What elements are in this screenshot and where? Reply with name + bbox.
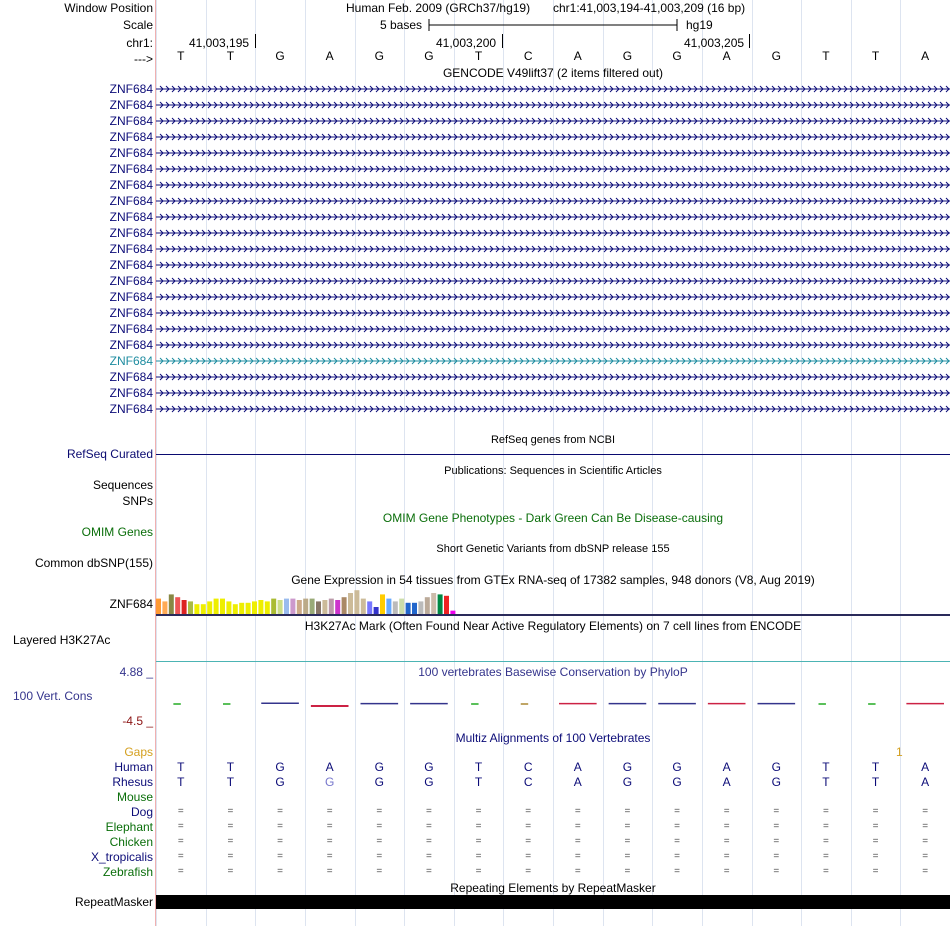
equal-mark: = — [624, 851, 631, 862]
sequence-base: G — [672, 49, 682, 63]
gtex-tissue-bar — [374, 607, 379, 614]
sequence-base: G — [424, 49, 434, 63]
sequence-base: T — [177, 49, 185, 63]
gtex-tissue-bar — [175, 597, 180, 614]
rhesus-base: G — [771, 775, 781, 789]
gtex-tissue-bar — [194, 604, 199, 614]
chrom-label: chr1: — [126, 36, 153, 50]
equal-mark: = — [475, 821, 482, 832]
strand-label: ---> — [134, 52, 153, 66]
gtex-tissue-bar — [316, 601, 321, 614]
gtex-tissue-bar — [278, 600, 283, 614]
equal-mark: = — [574, 866, 581, 877]
conservation-track-title[interactable]: 100 vertebrates Basewise Conservation by PhyloP — [418, 665, 688, 679]
sequence-base: T — [226, 49, 235, 63]
gtex-tissue-bar — [418, 601, 423, 614]
gtex-tissue-bar — [258, 600, 263, 614]
equal-mark: = — [872, 866, 879, 877]
equal-mark: = — [376, 836, 383, 847]
species-dog[interactable]: Dog — [130, 805, 153, 819]
sequence-base: A — [722, 49, 731, 63]
equal-mark: = — [177, 821, 184, 832]
gtex-tissue-bar — [329, 599, 334, 614]
equal-mark: = — [872, 836, 879, 847]
gencode-gene-label[interactable]: ZNF684 — [109, 130, 153, 144]
rhesus-base: G — [275, 775, 285, 789]
species-x-tropicalis[interactable]: X_tropicalis — [90, 850, 153, 864]
sequence-base: T — [871, 49, 880, 63]
gtex-baseline — [156, 614, 950, 616]
gaps-mark: 1 — [896, 745, 903, 759]
gtex-tissue-bar — [156, 599, 161, 614]
gencode-gene-label[interactable]: ZNF684 — [109, 306, 153, 320]
equal-mark: = — [277, 866, 283, 877]
assembly-text: Human Feb. 2009 (GRCh37/hg19) — [346, 1, 531, 15]
coord-tick-1: 41,003,195 — [189, 36, 250, 50]
gtex-tissue-bar — [162, 601, 167, 614]
gtex-tissue-bar — [303, 599, 308, 614]
species-gaps[interactable]: Gaps — [124, 745, 153, 759]
equal-mark: = — [922, 866, 929, 877]
equal-mark: = — [326, 836, 333, 847]
species-equal-row — [156, 865, 950, 879]
rhesus-base: T — [226, 775, 235, 789]
gtex-tissue-bar — [220, 599, 225, 614]
equal-mark: = — [823, 821, 829, 832]
sequence-base: T — [474, 49, 483, 63]
gencode-gene-label[interactable]: ZNF684 — [109, 146, 153, 160]
rhesus-base: G — [374, 775, 384, 789]
gtex-tissue-bar — [425, 597, 430, 614]
gencode-gene-label[interactable]: ZNF684 — [109, 178, 153, 192]
equal-mark: = — [426, 836, 432, 847]
gtex-expression-bars[interactable] — [156, 586, 950, 614]
gencode-gene-label[interactable]: ZNF684 — [109, 370, 153, 384]
human-base: G — [622, 760, 633, 774]
equal-mark: = — [177, 866, 184, 877]
scale-text: 5 bases — [380, 18, 423, 32]
rhesus-base: T — [871, 775, 880, 789]
rhesus-alignment-row — [156, 775, 950, 789]
species-zebrafish[interactable]: Zebrafish — [102, 865, 153, 879]
equal-mark: = — [624, 806, 631, 817]
human-base: T — [177, 760, 185, 774]
rhesus-base: G — [424, 775, 434, 789]
rhesus-base: A — [921, 775, 930, 789]
gtex-tissue-bar — [348, 593, 353, 614]
gtex-tissue-bar — [265, 601, 270, 614]
equal-mark: = — [723, 866, 730, 877]
gtex-tissue-bar — [342, 597, 347, 614]
rhesus-base: T — [822, 775, 830, 789]
rhesus-base: T — [177, 775, 185, 789]
sequence-base: C — [523, 49, 533, 63]
gtex-tissue-bar — [335, 600, 340, 614]
h3k27ac-track-title[interactable]: H3K27Ac Mark (Often Found Near Active Regulatory Elements) on 7 cell lines from ENCODE — [304, 619, 802, 633]
equal-mark: = — [475, 836, 482, 847]
equal-mark: = — [525, 851, 532, 862]
equal-mark: = — [624, 821, 631, 832]
equal-mark: = — [227, 821, 234, 832]
equal-mark: = — [326, 866, 333, 877]
equal-mark: = — [227, 851, 234, 862]
coord-tick-2: 41,003,200 — [436, 36, 497, 50]
rhesus-base: G — [622, 775, 633, 789]
equal-mark: = — [475, 851, 482, 862]
repeatmasker-label[interactable]: RepeatMasker — [74, 895, 153, 909]
equal-mark: = — [525, 806, 532, 817]
equal-mark: = — [823, 866, 829, 877]
rhesus-base: T — [474, 775, 483, 789]
equal-mark: = — [426, 806, 432, 817]
species-human[interactable]: Human — [114, 760, 153, 774]
scale-db: hg19 — [686, 18, 713, 32]
gtex-tissue-bar — [297, 600, 302, 614]
human-base: G — [374, 760, 384, 774]
gencode-gene-label[interactable]: ZNF684 — [109, 338, 153, 352]
gtex-tissue-bar — [201, 604, 206, 614]
human-alignment-row — [156, 760, 950, 774]
equal-mark: = — [326, 806, 333, 817]
equal-mark: = — [723, 806, 730, 817]
gencode-gene-label[interactable]: ZNF684 — [109, 194, 153, 208]
gtex-tissue-bar — [246, 603, 251, 614]
gtex-tissue-bar — [226, 601, 231, 614]
gencode-gene-label[interactable]: ZNF684 — [109, 242, 153, 256]
rhesus-base: G — [325, 775, 335, 789]
gencode-gene-label[interactable]: ZNF684 — [109, 114, 153, 128]
gencode-track-title[interactable]: GENCODE V49lift37 (2 items filtered out) — [442, 66, 664, 80]
rhesus-base: G — [672, 775, 682, 789]
equal-mark: = — [823, 851, 829, 862]
gencode-gene-label[interactable]: ZNF684 — [109, 162, 153, 176]
species-equal-row — [156, 805, 950, 819]
h3k27ac-label[interactable]: Layered H3K27Ac — [13, 633, 111, 647]
human-base: A — [325, 760, 334, 774]
gtex-tissue-bar — [380, 594, 385, 614]
gtex-tissue-bar — [214, 599, 219, 614]
equal-mark: = — [525, 821, 532, 832]
equal-mark: = — [574, 821, 581, 832]
phylop-signal[interactable] — [156, 690, 950, 720]
gtex-tissue-bar — [169, 594, 174, 614]
sequence-base: A — [573, 49, 582, 63]
dbsnp-track-title[interactable]: Short Genetic Variants from dbSNP release 155 — [436, 543, 670, 555]
coord-tick-3: 41,003,205 — [684, 36, 745, 50]
equal-mark: = — [227, 836, 234, 847]
equal-mark: = — [277, 851, 283, 862]
h3k27ac-signal-line[interactable] — [156, 661, 950, 662]
gtex-tissue-bar — [207, 601, 212, 614]
equal-mark: = — [922, 836, 929, 847]
equal-mark: = — [177, 836, 184, 847]
dbsnp-label[interactable]: Common dbSNP(155) — [34, 556, 153, 570]
human-base: T — [871, 760, 880, 774]
equal-mark: = — [525, 836, 532, 847]
human-base: G — [672, 760, 682, 774]
gtex-tissue-bar — [188, 601, 193, 614]
gencode-gene-label[interactable]: ZNF684 — [109, 402, 153, 416]
gtex-tissue-bar — [367, 601, 372, 614]
gencode-gene-label[interactable]: ZNF684 — [109, 210, 153, 224]
gtex-tissue-bar — [354, 590, 359, 614]
equal-mark: = — [376, 851, 383, 862]
gtex-tissue-bar — [431, 593, 436, 614]
equal-mark: = — [723, 851, 730, 862]
refseq-track-title[interactable]: RefSeq genes from NCBI — [490, 434, 616, 446]
human-base: T — [822, 760, 830, 774]
gtex-tissue-bar — [406, 603, 411, 614]
gtex-tissue-bar — [284, 599, 289, 614]
conservation-label[interactable]: 100 Vert. Cons — [13, 689, 93, 703]
gtex-tissue-bar — [310, 599, 315, 614]
gtex-tissue-bar — [239, 603, 244, 614]
sequence-base: A — [325, 49, 334, 63]
gtex-tissue-bar — [233, 604, 238, 614]
equal-mark: = — [773, 866, 780, 877]
conservation-min-label: -4.5 _ — [122, 714, 153, 728]
gencode-gene-label[interactable]: ZNF684 — [109, 386, 153, 400]
conservation-max-label: 4.88 _ — [119, 665, 153, 679]
equal-mark: = — [674, 851, 680, 862]
equal-mark: = — [872, 821, 879, 832]
gtex-tissue-bar — [322, 600, 327, 614]
equal-mark: = — [674, 806, 680, 817]
gencode-gene-label[interactable]: ZNF684 — [109, 258, 153, 272]
equal-mark: = — [574, 806, 581, 817]
equal-mark: = — [773, 851, 780, 862]
equal-mark: = — [177, 851, 184, 862]
gencode-gene-label[interactable]: ZNF684 — [109, 290, 153, 304]
gtex-tissue-bar — [271, 599, 276, 614]
equal-mark: = — [574, 851, 581, 862]
gtex-tissue-bar — [412, 603, 417, 614]
equal-mark: = — [426, 821, 432, 832]
sequence-base: T — [822, 49, 830, 63]
equal-mark: = — [277, 806, 283, 817]
scale-label: Scale — [122, 18, 153, 32]
human-base: G — [424, 760, 434, 774]
equal-mark: = — [574, 836, 581, 847]
gencode-gene-label[interactable]: ZNF684 — [109, 82, 153, 96]
gtex-track-title[interactable]: Gene Expression in 54 tissues from GTEx RNA-seq of 17382 samples, 948 donors (V8, Aug 2019) — [291, 573, 815, 587]
sequences-label[interactable]: Sequences — [92, 478, 153, 492]
gtex-tissue-bar — [444, 596, 449, 614]
equal-mark: = — [277, 836, 283, 847]
equal-mark: = — [674, 866, 680, 877]
sequence-base: G — [771, 49, 781, 63]
repeatmasker-track-title[interactable]: Repeating Elements by RepeatMasker — [450, 881, 656, 895]
gtex-tissue-bar — [252, 601, 257, 614]
omim-label[interactable]: OMIM Genes — [81, 525, 153, 539]
equal-mark: = — [773, 806, 780, 817]
repeatmasker-bar[interactable] — [156, 895, 950, 909]
equal-mark: = — [872, 851, 879, 862]
sequence-base: G — [275, 49, 285, 63]
human-base: A — [722, 760, 731, 774]
equal-mark: = — [823, 806, 829, 817]
position-text: chr1:41,003,194-41,003,209 (16 bp) — [553, 1, 746, 15]
species-rhesus[interactable]: Rhesus — [112, 775, 153, 789]
human-base: G — [771, 760, 781, 774]
refseq-label[interactable]: RefSeq Curated — [66, 447, 153, 461]
equal-mark: = — [326, 851, 333, 862]
publications-track-title[interactable]: Publications: Sequences in Scientific Articles — [444, 465, 662, 477]
equal-mark: = — [922, 821, 929, 832]
gtex-tissue-bar — [361, 599, 366, 614]
human-base: C — [523, 760, 533, 774]
gencode-gene-label[interactable]: ZNF684 — [109, 354, 153, 368]
species-elephant[interactable]: Elephant — [105, 820, 153, 834]
equal-mark: = — [177, 806, 184, 817]
equal-mark: = — [475, 866, 482, 877]
equal-mark: = — [227, 806, 234, 817]
species-equal-row — [156, 820, 950, 834]
sequence-base: A — [921, 49, 930, 63]
snps-label[interactable]: SNPs — [122, 494, 153, 508]
equal-mark: = — [773, 836, 780, 847]
gtex-tissue-bar — [386, 599, 391, 614]
human-base: A — [921, 760, 930, 774]
species-equal-row — [156, 835, 950, 849]
gtex-tissue-bar — [182, 600, 187, 614]
equal-mark: = — [376, 806, 383, 817]
gencode-gene-label[interactable]: ZNF684 — [109, 226, 153, 240]
gtex-label[interactable]: ZNF684 — [109, 597, 153, 611]
equal-mark: = — [624, 836, 631, 847]
gencode-gene-label[interactable]: ZNF684 — [109, 322, 153, 336]
gencode-gene-label[interactable]: ZNF684 — [109, 98, 153, 112]
equal-mark: = — [426, 851, 432, 862]
equal-mark: = — [376, 866, 383, 877]
multiz-track-title[interactable]: Multiz Alignments of 100 Vertebrates — [455, 731, 651, 745]
rhesus-base: C — [523, 775, 533, 789]
equal-mark: = — [674, 821, 680, 832]
refseq-track-line[interactable] — [156, 454, 950, 455]
equal-mark: = — [922, 851, 929, 862]
equal-mark: = — [525, 866, 532, 877]
window-position-label: Window Position — [64, 1, 153, 15]
gtex-tissue-bar — [438, 594, 443, 614]
gencode-gene-track[interactable] — [156, 0, 950, 440]
equal-mark: = — [426, 866, 432, 877]
species-chicken[interactable]: Chicken — [109, 835, 153, 849]
equal-mark: = — [823, 836, 829, 847]
equal-mark: = — [674, 836, 680, 847]
equal-mark: = — [723, 821, 730, 832]
equal-mark: = — [872, 806, 879, 817]
human-base: A — [573, 760, 582, 774]
omim-track-title[interactable]: OMIM Gene Phenotypes - Dark Green Can Be Disease-causing — [382, 511, 724, 525]
gtex-tissue-bar — [399, 599, 404, 614]
human-base: T — [474, 760, 483, 774]
equal-mark: = — [475, 806, 482, 817]
rhesus-base: A — [573, 775, 582, 789]
gtex-tissue-bar — [290, 599, 295, 614]
equal-mark: = — [326, 821, 333, 832]
gencode-gene-label[interactable]: ZNF684 — [109, 274, 153, 288]
sequence-base: G — [622, 49, 633, 63]
equal-mark: = — [723, 836, 730, 847]
rhesus-base: A — [722, 775, 731, 789]
species-equal-row — [156, 850, 950, 864]
human-base: G — [275, 760, 285, 774]
equal-mark: = — [227, 866, 234, 877]
species-mouse[interactable]: Mouse — [116, 790, 153, 804]
equal-mark: = — [624, 866, 631, 877]
equal-mark: = — [922, 806, 929, 817]
equal-mark: = — [773, 821, 780, 832]
equal-mark: = — [277, 821, 283, 832]
human-base: T — [226, 760, 235, 774]
gtex-tissue-bar — [393, 601, 398, 614]
sequence-base: G — [374, 49, 384, 63]
equal-mark: = — [376, 821, 383, 832]
